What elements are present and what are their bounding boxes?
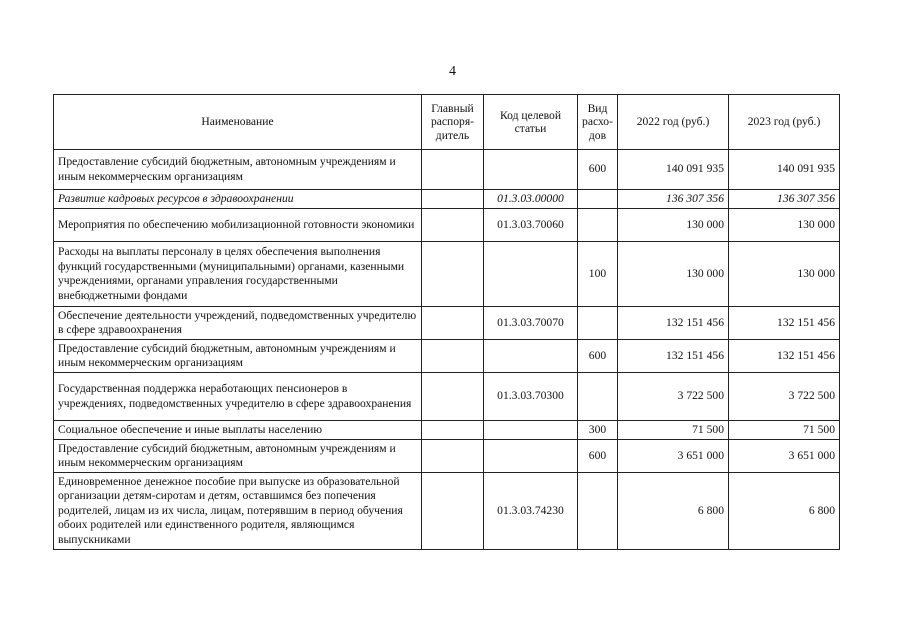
table-row: [54, 340, 840, 373]
cell-2022: 3 651 000: [618, 440, 729, 473]
cell-name: Мероприятия по обеспечению мобилизационной готовности экономики: [54, 209, 422, 242]
cell-2022: 132 151 456: [618, 340, 729, 373]
cell-2022: 130 000: [618, 242, 729, 307]
cell-code: [484, 421, 578, 440]
cell-2023: 6 800: [729, 473, 840, 550]
cell-kind: [578, 473, 618, 550]
cell-2023: 3 651 000: [729, 440, 840, 473]
table-row: [54, 190, 840, 209]
header-chief: Главный распоря-дитель: [422, 95, 484, 150]
cell-name: Единовременное денежное пособие при выпуске из образовательной организации детям-сиротам и детям, оставшимся без попечения родителей, лицам из их числа, лицам, потерявшим в период обучения обоих родителей или единственного родителя, являющимся выпускниками: [54, 473, 422, 550]
table-row: [54, 150, 840, 190]
cell-2022: 6 800: [618, 473, 729, 550]
cell-code: 01.3.03.74230: [484, 473, 578, 550]
table-row: [54, 421, 840, 440]
cell-kind: 300: [578, 421, 618, 440]
cell-kind: [578, 190, 618, 209]
cell-2022: 71 500: [618, 421, 729, 440]
cell-code: 01.3.03.70060: [484, 209, 578, 242]
table-row: [54, 307, 840, 340]
cell-code: [484, 440, 578, 473]
cell-2022: 140 091 935: [618, 150, 729, 190]
table-row: [54, 373, 840, 421]
cell-code: 01.3.03.00000: [484, 190, 578, 209]
cell-2023: 130 000: [729, 209, 840, 242]
cell-name: Предоставление субсидий бюджетным, автономным учреждениям и иным некоммерческим организациям: [54, 150, 422, 190]
cell-name: Социальное обеспечение и иные выплаты населению: [54, 421, 422, 440]
cell-name: Предоставление субсидий бюджетным, автономным учреждениям и иным некоммерческим организациям: [54, 340, 422, 373]
cell-code: 01.3.03.70300: [484, 373, 578, 421]
cell-code: [484, 242, 578, 307]
cell-chief: [422, 242, 484, 307]
cell-2023: 3 722 500: [729, 373, 840, 421]
cell-2023: 132 151 456: [729, 307, 840, 340]
cell-kind: 600: [578, 340, 618, 373]
cell-2022: 136 307 356: [618, 190, 729, 209]
cell-name: Развитие кадровых ресурсов в здравоохранении: [54, 190, 422, 209]
cell-chief: [422, 440, 484, 473]
cell-name: Предоставление субсидий бюджетным, автономным учреждениям и иным некоммерческим организациям: [54, 440, 422, 473]
cell-2023: 130 000: [729, 242, 840, 307]
header-code: Код целевой статьи: [484, 95, 578, 150]
cell-kind: [578, 373, 618, 421]
cell-2023: 136 307 356: [729, 190, 840, 209]
cell-chief: [422, 190, 484, 209]
cell-chief: [422, 340, 484, 373]
cell-2022: 3 722 500: [618, 373, 729, 421]
table-row: [54, 209, 840, 242]
cell-name: Обеспечение деятельности учреждений, подведомственных учредителю в сфере здравоохранения: [54, 307, 422, 340]
header-2023: 2023 год (руб.): [729, 95, 840, 150]
cell-name: Государственная поддержка неработающих пенсионеров в учреждениях, подведомственных учредителю в сфере здравоохранения: [54, 373, 422, 421]
cell-code: [484, 340, 578, 373]
cell-chief: [422, 421, 484, 440]
cell-2023: 132 151 456: [729, 340, 840, 373]
cell-code: [484, 150, 578, 190]
table-header-row: [54, 95, 840, 150]
table-row: [54, 440, 840, 473]
cell-name: Расходы на выплаты персоналу в целях обеспечения выполнения функций государственными (муниципальными) органами, казенными учреждениями, органами управления государственными внебюджетными фондами: [54, 242, 422, 307]
cell-2023: 71 500: [729, 421, 840, 440]
page-number: 4: [449, 64, 456, 79]
cell-kind: 600: [578, 150, 618, 190]
header-2022: 2022 год (руб.): [618, 95, 729, 150]
cell-code: 01.3.03.70070: [484, 307, 578, 340]
budget-table: [53, 94, 840, 550]
table-row: [54, 242, 840, 307]
cell-kind: 100: [578, 242, 618, 307]
cell-2022: 132 151 456: [618, 307, 729, 340]
cell-chief: [422, 473, 484, 550]
cell-chief: [422, 209, 484, 242]
table-row: [54, 473, 840, 550]
cell-chief: [422, 150, 484, 190]
header-name: Наименование: [54, 95, 422, 150]
cell-2023: 140 091 935: [729, 150, 840, 190]
cell-kind: [578, 307, 618, 340]
header-kind: Вид расхо-дов: [578, 95, 618, 150]
cell-2022: 130 000: [618, 209, 729, 242]
cell-kind: 600: [578, 440, 618, 473]
cell-chief: [422, 373, 484, 421]
cell-chief: [422, 307, 484, 340]
cell-kind: [578, 209, 618, 242]
